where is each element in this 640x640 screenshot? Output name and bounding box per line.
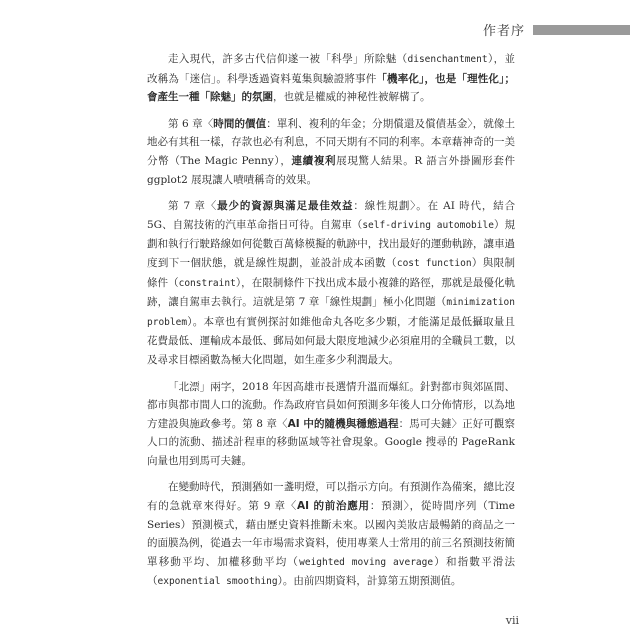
text-run: 展現驚人結果。R 語言外掛圖形套件 ggplot2 展現讓人嘖嘖稱奇的效果。 [147, 154, 516, 186]
paragraph [147, 378, 515, 471]
text-run: ，也就是權威的神秘性被解構了。 [273, 91, 431, 104]
paragraph [147, 50, 515, 107]
text-run: ），在限制條件下找出成本最小複雜的路徑，那就是最優化軌跡，讓自駕車去執行。這就是第 7 章「線性規劃」極小化問題（ [147, 276, 516, 309]
text-run: ：線性規劃〉。在 AI 時代，結合 5G、自駕技術的汽車革命指日可待。自駕車（ [147, 200, 516, 231]
bold-term: 時間的價值 [213, 117, 267, 130]
english-term: minimization problem [147, 297, 515, 328]
text-run: 第 7 章〈 [168, 200, 218, 213]
text-run: 走入現代，許多古代信仰遂一被「科學」所除魅（ [168, 53, 408, 65]
english-term: cost function [396, 257, 472, 269]
paragraph [147, 197, 515, 369]
paragraph [147, 478, 515, 592]
bold-term: 「機率化」，也是「理性化」；會產生一種「除魅」的氛圍 [147, 72, 516, 104]
running-header-title: 作者序 [482, 24, 525, 39]
running-header [483, 20, 630, 39]
body-text [147, 50, 515, 600]
text-run: 「北漂」兩字，2018 年因高雄市長選情升溫而爆紅。針對都市與郊區間、都市與都市間人口的流動。作為政府官員如何預測多年後人口分佈情形，以為地方建設與施政參考。第 8 章〈 [147, 380, 515, 430]
english-term: exponential smoothing [157, 576, 278, 588]
paragraph [147, 115, 515, 189]
bold-term: AI 中的隨機與穩態過程 [287, 417, 399, 430]
text-run: ）和指數平滑法（ [147, 555, 515, 588]
bold-term: 最少的資源與滿足最佳效益 [217, 200, 354, 213]
english-term: disenchantment [407, 54, 488, 65]
text-run: ：預測〉，從時間序列（Time Series）預測模式，藉由歷史資料推斷未來。以國內美妝店最暢銷的商品之一的面膜為例，從過去一年市場需求資料，使用專業人士常用的前三名預測技術簡單移動平均、加權移動平均（ [147, 500, 515, 568]
text-run: ）規劃和執行行駛路線如何從數百萬條模擬的軌跡中，找出最好的運動軌跡，讓車過度到下一個狀態，就是線性規劃，並設計成本函數（ [147, 218, 515, 269]
bold-term: AI 的前治應用 [297, 500, 370, 513]
header-decorative-bar [533, 25, 630, 35]
text-run: ）。由前四期資料，計算第五期預測值。 [277, 575, 462, 588]
text-run: 第 6 章〈 [168, 117, 214, 130]
english-term: self-driving automobile [362, 219, 494, 231]
text-run: 在變動時代，預測猶如一盞明燈，可以指示方向。有預測作為備案，總比沒有的急就章來得好。第 9 章〈 [147, 481, 515, 513]
bold-term: 連續複利 [291, 154, 337, 167]
text-run: ：馬可夫鏈〉正好可觀察人口的流動、描述計程車的移動區域等社會現象。Google 搜尋的 PageRank 向量也用到馬可夫鏈。 [147, 417, 516, 467]
text-run: ）。本章也有實例探討如維他命丸各吃多少顆，才能滿足最低攝取量且花費最低、運輸成本最低、郵局如何最大限度地減少必須雇用的全職員工數，以及尋求目標函數為極大化問題，如生產多少利潤最大。 [147, 315, 515, 366]
english-term: constraint [178, 277, 236, 289]
text-run: ），並改稱為「迷信」。科學透過資料蒐集與驗證將事件 [147, 53, 516, 85]
text-run: ）與限制條件（ [147, 256, 516, 289]
text-run: ：單利、複利的年金；分期償還及償債基金〉，就像土地必有其租一樣，存款也必有利息，不同天期有不同的利率。本章藉神奇的一美分幣（The Magic Penny）， [147, 117, 516, 167]
english-term: weighted moving average [299, 556, 434, 568]
page-number: vii [505, 614, 519, 627]
